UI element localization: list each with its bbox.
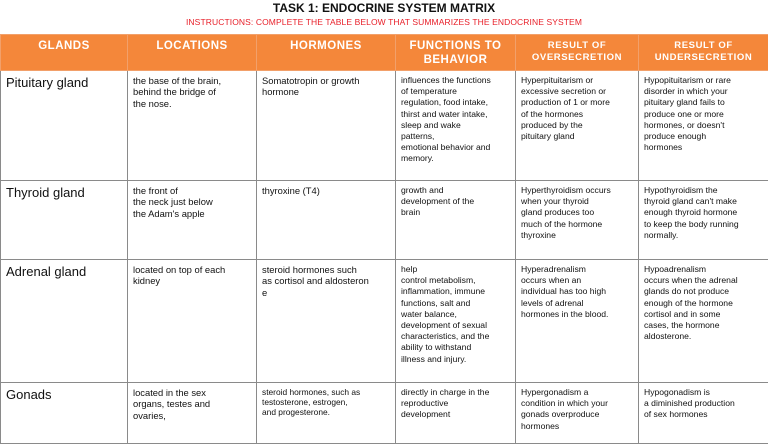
column-header-undersecretion: RESULT OF UNDERSECRETION — [639, 35, 768, 71]
hormones-cell: steroid hormones, such as testosterone, estrogen, and progesterone. — [257, 383, 396, 444]
hormones-cell: thyroxine (T4) — [257, 181, 396, 260]
column-header-oversecretion: RESULT OF OVERSECRETION — [516, 35, 639, 71]
oversecretion-cell: Hyperthyroidism occurs when your thyroid gland produces too much of the hormone thyroxine — [516, 181, 639, 260]
gland-cell: Adrenal gland — [1, 260, 128, 383]
gland-cell: Thyroid gland — [1, 181, 128, 260]
functions-cell: growth and development of the brain — [396, 181, 516, 260]
hormones-cell: steroid hormones such as cortisol and aldosteron e — [257, 260, 396, 383]
column-header-locations: LOCATIONS — [128, 35, 257, 71]
location-cell: the base of the brain, behind the bridge of the nose. — [128, 71, 257, 181]
undersecretion-cell: Hypoadrenalism occurs when the adrenal glands do not produce enough of the hormone cortisol and in some cases, the hormone aldosterone. — [639, 260, 768, 383]
hormones-cell: Somatotropin or growth hormone — [257, 71, 396, 181]
gland-cell: Pituitary gland — [1, 71, 128, 181]
endocrine-matrix-table — [0, 34, 768, 444]
functions-cell: influences the functions of temperature regulation, food intake, thirst and water intake, sleep and wake patterns, emotional behavior and memory. — [396, 71, 516, 181]
column-header-hormones: HORMONES — [257, 35, 396, 71]
location-cell: the front of the neck just below the Adam's apple — [128, 181, 257, 260]
oversecretion-cell: Hyperpituitarism or excessive secretion or production of 1 or more of the hormones produced by the pituitary gland — [516, 71, 639, 181]
table-row — [1, 260, 768, 383]
oversecretion-cell: Hyperadrenalism occurs when an individual has too high levels of adrenal hormones in the blood. — [516, 260, 639, 383]
functions-cell: directly in charge in the reproductive development — [396, 383, 516, 444]
undersecretion-cell: Hypopituitarism or rare disorder in which your pituitary gland fails to produce one or more hormones, or doesn't produce enough hormones — [639, 71, 768, 181]
table-row — [1, 71, 768, 181]
location-cell: located in the sex organs, testes and ovaries, — [128, 383, 257, 444]
oversecretion-cell: Hypergonadism a condition in which your gonads overproduce hormones — [516, 383, 639, 444]
table-row — [1, 383, 768, 444]
table-row — [1, 181, 768, 260]
table-header-row — [1, 35, 768, 71]
document-title: TASK 1: ENDOCRINE SYSTEM MATRIX — [0, 1, 768, 16]
functions-cell: help control metabolism, inflammation, immune functions, salt and water balance, development of sexual characteristics, and the ability to withstand illness and injury. — [396, 260, 516, 383]
column-header-glands: GLANDS — [1, 35, 128, 71]
undersecretion-cell: Hypothyroidism the thyroid gland can't make enough thyroid hormone to keep the body running normally. — [639, 181, 768, 260]
location-cell: located on top of each kidney — [128, 260, 257, 383]
gland-cell: Gonads — [1, 383, 128, 444]
column-header-functions: FUNCTIONS TO BEHAVIOR — [396, 35, 516, 71]
undersecretion-cell: Hypogonadism is a diminished production of sex hormones — [639, 383, 768, 444]
instructions-text: INSTRUCTIONS: COMPLETE THE TABLE BELOW THAT SUMMARIZES THE ENDOCRINE SYSTEM — [0, 17, 768, 28]
